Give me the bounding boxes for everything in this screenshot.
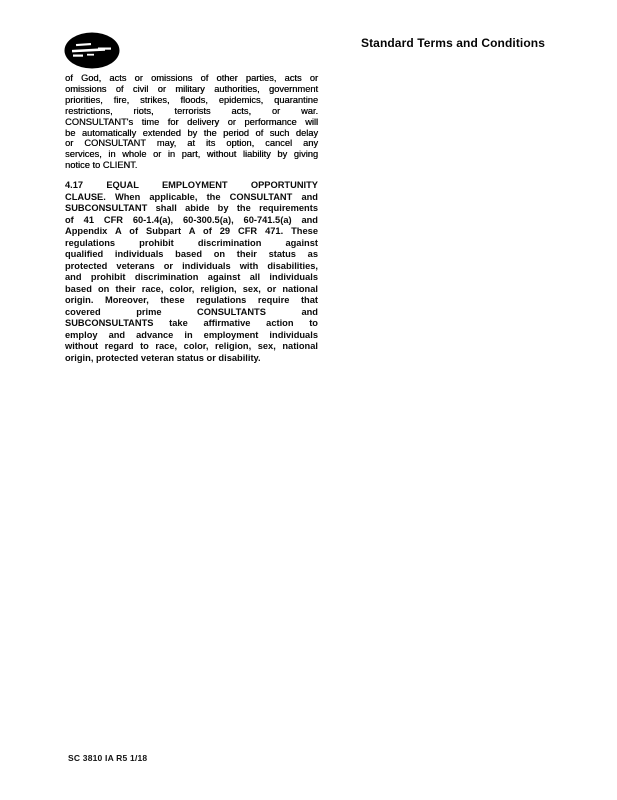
text-line: 4.17 EQUAL EMPLOYMENT OPPORTUNITY	[65, 180, 318, 191]
text-line: based on their race, color, religion, sex, or national	[65, 283, 318, 294]
text-line: notice to CLIENT.	[65, 160, 138, 171]
text-line: protected veterans or individuals with disabilities,	[65, 260, 318, 271]
text-line: restrictions, riots, terrorists acts, or war.	[65, 105, 318, 116]
company-logo	[64, 32, 120, 69]
text-line: CLAUSE. When applicable, the CONSULTANT and	[65, 191, 318, 202]
text-line: qualified individuals based on their status as	[65, 249, 318, 260]
text-line: SUBCONSULTANT shall abide by the requirements	[65, 203, 318, 214]
text-line: priorities, fire, strikes, floods, epidemics, quarantine	[65, 94, 318, 105]
text-line: or CONSULTANT may, at its option, cancel any	[65, 138, 318, 149]
text-line: origin, protected veteran status or disability.	[65, 352, 261, 363]
paragraph-equal-employment-opportunity	[65, 180, 318, 364]
text-line: SUBCONSULTANTS take affirmative action to	[65, 318, 318, 329]
text-line: covered prime CONSULTANTS and	[65, 306, 318, 317]
paragraph-force-majeure	[65, 73, 318, 171]
company-logo-icon	[64, 32, 120, 69]
text-line: services, in whole or in part, without liability by giving	[65, 149, 318, 160]
form-code: SC 3810 IA R5 1/18	[68, 753, 148, 763]
text-line: of 41 CFR 60-1.4(a), 60-300.5(a), 60-741.5(a) and	[65, 214, 318, 225]
text-line: regulations prohibit discrimination against	[65, 237, 318, 248]
text-line: and prohibit discrimination against all individuals	[65, 272, 318, 283]
text-line: omissions of civil or military authorities, government	[65, 83, 318, 94]
text-line: Appendix A of Subpart A of 29 CFR 471. These	[65, 226, 318, 237]
terms-text-column	[65, 73, 318, 364]
text-line: origin. Moreover, these regulations require that	[65, 295, 318, 306]
text-line: without regard to race, color, religion, sex, national	[65, 341, 318, 352]
text-line: employ and advance in employment individuals	[65, 329, 318, 340]
text-line: CONSULTANT's time for delivery or performance will	[65, 116, 318, 127]
text-line: of God, acts or omissions of other parties, acts or	[65, 73, 318, 83]
page-title: Standard Terms and Conditions	[360, 36, 545, 50]
text-line: be automatically extended by the period of such delay	[65, 127, 318, 138]
